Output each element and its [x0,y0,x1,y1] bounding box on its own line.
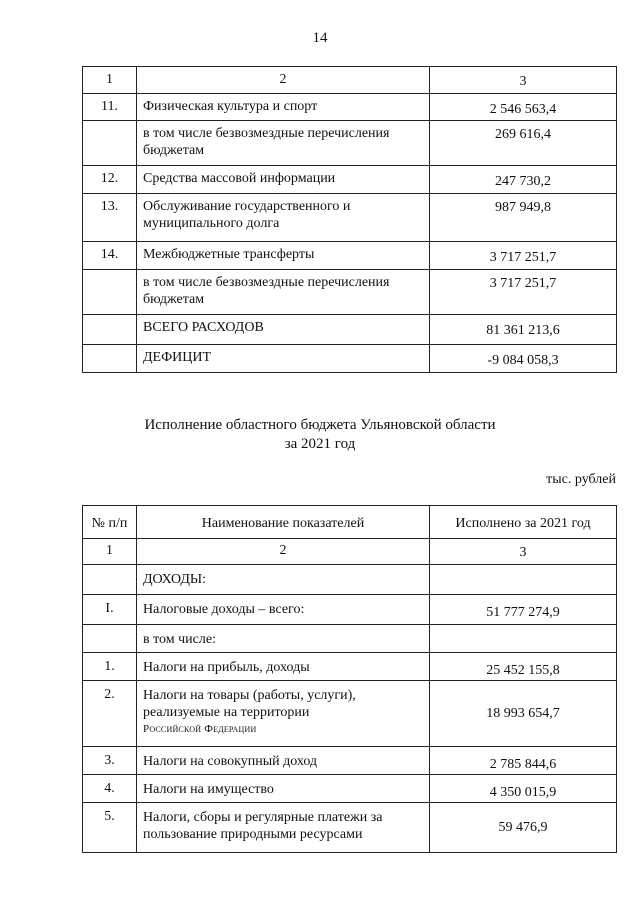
row-number: I. [83,595,137,625]
column-number-2: 2 [137,539,430,565]
row-value: 3 717 251,7 [430,242,617,270]
row-name: Налоги на совокупный доход [137,747,430,775]
row-value: 25 452 155,8 [430,653,617,681]
row-name: в том числе безвозмездные перечисления бюджетам [137,121,430,166]
row-value: 269 616,4 [430,121,617,166]
table-row [83,747,617,775]
row-number: 12. [83,166,137,194]
row-number [83,345,137,373]
column-number-2: 2 [137,67,430,94]
header-executed: Исполнено за 2021 год [430,506,617,539]
row-name: в том числе безвозмездные перечисления бюджетам [137,270,430,315]
deficit-label: ДЕФИЦИТ [137,345,430,373]
row-name: Налоги на имущество [137,775,430,803]
row-name: ДОХОДЫ: [137,565,430,595]
column-number-1: 1 [83,539,137,565]
table-row [83,270,617,315]
column-numbers-row [83,539,617,565]
units-label: тыс. рублей [546,472,616,487]
row-number [83,625,137,653]
table-row [83,565,617,595]
row-number [83,121,137,166]
row-number: 14. [83,242,137,270]
row-name: Физическая культура и спорт [137,94,430,121]
table-header-row [83,67,617,94]
header-number: № п/п [83,506,137,539]
section-title-line1: Исполнение областного бюджета Ульяновской области [144,417,496,433]
row-name: Средства массовой информации [137,166,430,194]
table-row [83,94,617,121]
row-name-text: Налоги на товары (работы, услуги), реализуемые на территории [143,688,356,720]
deficit-value: -9 084 058,3 [430,345,617,373]
table-row [83,166,617,194]
row-value: 2 546 563,4 [430,94,617,121]
section-title-line2: за 2021 год [284,436,356,452]
row-name: Налоговые доходы – всего: [137,595,430,625]
row-number: 4. [83,775,137,803]
page-number: 14 [312,30,328,46]
table-row [83,653,617,681]
row-number: 11. [83,94,137,121]
table-row [83,775,617,803]
budget-execution-table [82,505,617,853]
row-name-extra: Российской Федерации [143,723,257,735]
row-number: 5. [83,803,137,853]
row-value: 987 949,8 [430,194,617,242]
row-value: 18 993 654,7 [430,681,617,747]
row-value: 4 350 015,9 [430,775,617,803]
total-expenses-label: ВСЕГО РАСХОДОВ [137,315,430,345]
table-row [83,242,617,270]
header-name: Наименование показателей [137,506,430,539]
row-name: Налоги на прибыль, доходы [137,653,430,681]
row-value: 3 717 251,7 [430,270,617,315]
total-expenses-value: 81 361 213,6 [430,315,617,345]
row-value: 51 777 274,9 [430,595,617,625]
row-name: Обслуживание государственного и муниципального долга [137,194,430,242]
row-number [83,270,137,315]
column-number-3: 3 [430,539,617,565]
row-value: 247 730,2 [430,166,617,194]
table-row [83,345,617,373]
row-number: 2. [83,681,137,747]
table-row [83,625,617,653]
column-number-3: 3 [430,67,617,94]
row-number: 1. [83,653,137,681]
row-value: 59 476,9 [430,803,617,853]
row-value [430,625,617,653]
table-row [83,194,617,242]
table-header-row [83,506,617,539]
row-name: Налоги, сборы и регулярные платежи за пользование природными ресурсами [137,803,430,853]
row-name: в том числе: [137,625,430,653]
row-number [83,315,137,345]
column-number-1: 1 [83,67,137,94]
row-value [430,565,617,595]
row-name [137,681,430,747]
row-name: Межбюджетные трансферты [137,242,430,270]
row-number [83,565,137,595]
row-value: 2 785 844,6 [430,747,617,775]
row-number: 3. [83,747,137,775]
table-row [83,681,617,747]
row-number: 13. [83,194,137,242]
table-row [83,803,617,853]
table-row [83,121,617,166]
table-row [83,315,617,345]
table-row [83,595,617,625]
expenses-table [82,66,617,373]
section-title [0,416,640,454]
